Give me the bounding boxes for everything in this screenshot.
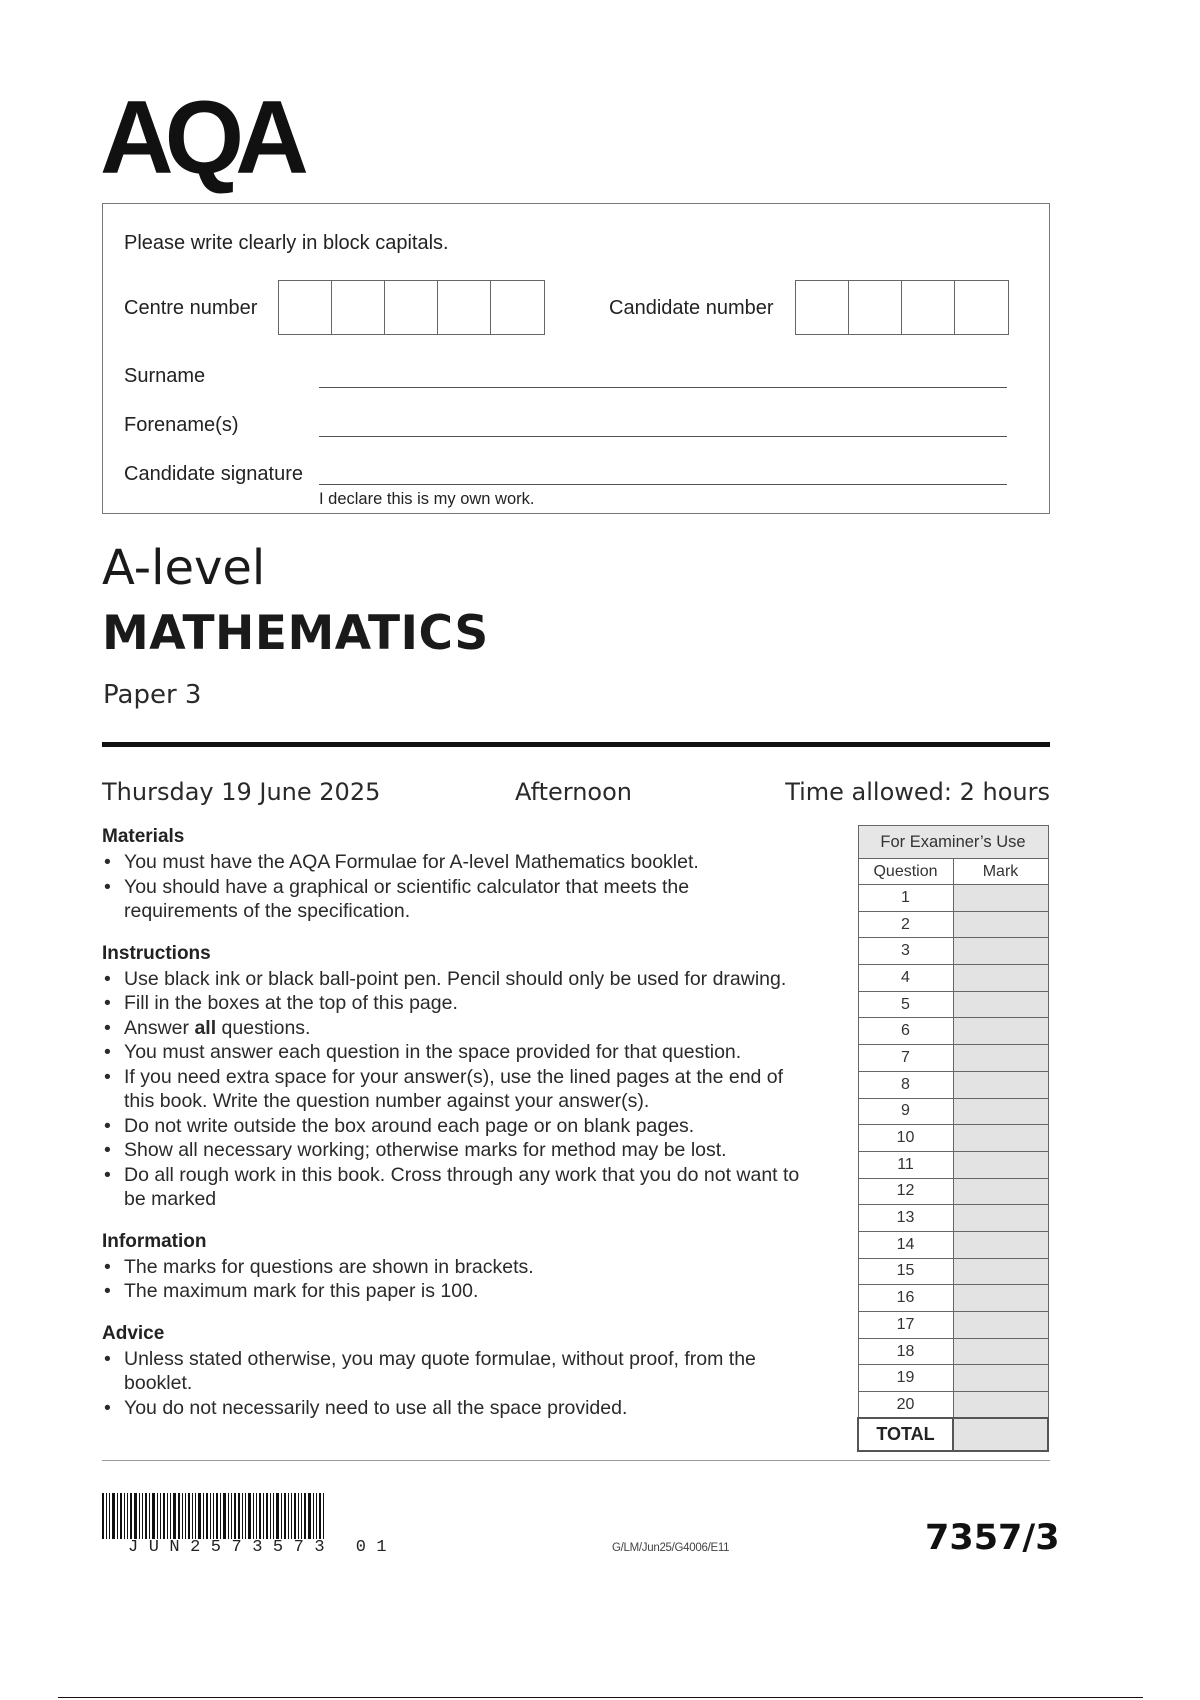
question-number-cell: 13 [858, 1205, 953, 1232]
question-number-cell: 19 [858, 1365, 953, 1392]
centre-number-digit[interactable] [491, 281, 544, 334]
examiner-table-row [858, 1205, 1048, 1232]
candidate-details-box [102, 203, 1050, 514]
examiner-table-title: For Examiner’s Use [858, 826, 1048, 859]
examiner-use-table [857, 825, 1049, 1452]
barcode-bar [139, 1493, 140, 1539]
exam-date: Thursday 19 June 2025 [102, 778, 381, 806]
mark-cell[interactable] [953, 1045, 1048, 1072]
barcode-bar [142, 1493, 143, 1539]
instructions-item: • Do all rough work in this book. Cross through any work that you do not want to be marked [102, 1163, 842, 1212]
question-number-cell: 16 [858, 1285, 953, 1312]
candidate-number-digit[interactable] [796, 281, 849, 334]
mark-cell[interactable] [953, 991, 1048, 1018]
centre-number-label: Centre number [124, 297, 258, 319]
forenames-field[interactable] [319, 436, 1007, 437]
barcode-bar [188, 1493, 190, 1539]
barcode-bar [308, 1493, 311, 1539]
barcode-bar [216, 1493, 218, 1539]
barcode-bar [248, 1493, 251, 1539]
mark-cell[interactable] [953, 965, 1048, 992]
examiner-table-row [858, 991, 1048, 1018]
total-label: TOTAL [858, 1418, 953, 1451]
barcode-bar [304, 1493, 306, 1539]
mark-cell[interactable] [953, 1258, 1048, 1285]
barcode-bar [256, 1493, 257, 1539]
mark-cell[interactable] [953, 1338, 1048, 1365]
mark-cell[interactable] [953, 1365, 1048, 1392]
examiner-table-row [858, 1312, 1048, 1339]
barcode-bar [220, 1493, 221, 1539]
mark-cell[interactable] [953, 1125, 1048, 1152]
instructions-item-emphasis: all [194, 1016, 217, 1039]
question-number-cell: 8 [858, 1071, 953, 1098]
barcode-bar [178, 1493, 180, 1539]
mark-cell[interactable] [953, 1285, 1048, 1312]
mark-cell[interactable] [953, 1151, 1048, 1178]
question-number-cell: 6 [858, 1018, 953, 1045]
barcode-bar [273, 1493, 274, 1539]
mark-cell[interactable] [953, 1205, 1048, 1232]
block-capitals-instruction: Please write clearly in block capitals. [124, 232, 449, 254]
barcode-bar [238, 1493, 240, 1539]
instructions-item: • Fill in the boxes at the top of this page. [102, 991, 842, 1016]
instructions-item [102, 1016, 842, 1041]
question-number-cell: 9 [858, 1098, 953, 1125]
barcode-bar [210, 1493, 211, 1539]
examiner-table-total-row [858, 1418, 1048, 1451]
materials-heading: Materials [102, 826, 185, 847]
barcode-bar [170, 1493, 171, 1539]
barcode-bar [163, 1493, 165, 1539]
information-item: • The marks for questions are shown in brackets. [102, 1255, 842, 1280]
barcode-bar [284, 1493, 286, 1539]
question-column-header: Question [858, 859, 953, 885]
reference-code: G/LM/Jun25/G4006/E11 [612, 1542, 730, 1554]
barcode-bar [145, 1493, 147, 1539]
materials-item: • You should have a graphical or scientific calculator that meets the requirements of the specification. [102, 875, 842, 924]
barcode-bar [288, 1493, 289, 1539]
question-number-cell: 3 [858, 938, 953, 965]
instructions-item-text: questions. [216, 1016, 311, 1039]
total-mark-cell[interactable] [953, 1418, 1048, 1451]
mark-cell[interactable] [953, 1071, 1048, 1098]
barcode-bar [185, 1493, 186, 1539]
barcode-bar [102, 1493, 104, 1539]
mark-cell[interactable] [953, 938, 1048, 965]
barcode-bar [117, 1493, 118, 1539]
question-number-cell: 15 [858, 1258, 953, 1285]
mark-cell[interactable] [953, 1312, 1048, 1339]
question-number-cell: 18 [858, 1338, 953, 1365]
barcode-bar [298, 1493, 299, 1539]
barcode-bar [106, 1493, 107, 1539]
question-number-cell: 12 [858, 1178, 953, 1205]
advice-heading: Advice [102, 1322, 165, 1344]
barcode-bar [173, 1493, 176, 1539]
footer-divider [102, 1460, 1050, 1461]
barcode-bar [301, 1493, 302, 1539]
barcode-bar [206, 1493, 208, 1539]
advice-item: • Unless stated otherwise, you may quote formulae, without proof, from the booklet. [102, 1347, 842, 1396]
instructions-item: • Show all necessary working; otherwise marks for method may be lost. [102, 1138, 842, 1163]
barcode-bar [228, 1493, 229, 1539]
examiner-table-row [858, 1071, 1048, 1098]
mark-cell[interactable] [953, 885, 1048, 912]
signature-label: Candidate signature [124, 463, 304, 485]
barcode-bar [259, 1493, 261, 1539]
barcode-bar [253, 1493, 254, 1539]
question-number-cell: 20 [858, 1392, 953, 1419]
barcode-bar [276, 1493, 279, 1539]
examiner-table-row [858, 1045, 1048, 1072]
centre-number-digit[interactable] [279, 281, 332, 334]
barcode-bar [266, 1493, 268, 1539]
forenames-label: Forename(s) [124, 414, 239, 436]
instructions-item-text: Answer [124, 1016, 195, 1039]
mark-cell[interactable] [953, 1018, 1048, 1045]
barcode-bar [234, 1493, 236, 1539]
instructions-heading: Instructions [102, 942, 211, 964]
barcode-bar [195, 1493, 196, 1539]
mark-cell[interactable] [953, 1231, 1048, 1258]
mark-cell[interactable] [953, 1178, 1048, 1205]
candidate-number-digit[interactable] [902, 281, 955, 334]
barcode-bar [192, 1493, 193, 1539]
barcode-bar [157, 1493, 158, 1539]
mark-cell[interactable] [953, 911, 1048, 938]
barcode-bar [323, 1493, 324, 1539]
barcode-bar [231, 1493, 232, 1539]
information-item: • The maximum mark for this paper is 100. [102, 1279, 842, 1304]
information-heading: Information [102, 1230, 207, 1252]
question-number-cell: 7 [858, 1045, 953, 1072]
subject-title: MATHEMATICS [102, 606, 489, 661]
instructions-item: • You must answer each question in the space provided for that question. [102, 1040, 842, 1065]
time-allowed: Time allowed: 2 hours [785, 778, 1050, 806]
candidate-number-boxes[interactable] [795, 280, 1009, 335]
question-number-cell: 14 [858, 1231, 953, 1258]
examiner-table-row [858, 1338, 1048, 1365]
examiner-table-row [858, 1392, 1048, 1419]
materials-item: • You must have the AQA Formulae for A-level Mathematics booklet. [102, 850, 842, 875]
header-divider [102, 742, 1050, 747]
barcode-bar [281, 1493, 282, 1539]
barcode-bar [203, 1493, 204, 1539]
instructions-item: • If you need extra space for your answer(s), use the lined pages at the end of this book. Write the question number against your answer(s). [102, 1065, 842, 1114]
examiner-table-row [858, 965, 1048, 992]
examiner-table-row [858, 1098, 1048, 1125]
barcode-bar [167, 1493, 168, 1539]
materials-section [102, 826, 842, 924]
barcode-bar [112, 1493, 115, 1539]
exam-instructions [102, 826, 842, 1439]
barcode-bar [319, 1493, 321, 1539]
mark-cell[interactable] [953, 1392, 1048, 1419]
page-bottom-rule [58, 1697, 1143, 1698]
barcode-bar [291, 1493, 292, 1539]
question-number-cell: 10 [858, 1125, 953, 1152]
barcode-bar [198, 1493, 201, 1539]
candidate-number-label: Candidate number [609, 297, 774, 319]
centre-number-digit[interactable] [385, 281, 438, 334]
question-number-cell: 2 [858, 911, 953, 938]
mark-cell[interactable] [953, 1098, 1048, 1125]
barcode-bar [160, 1493, 161, 1539]
advice-item: • You do not necessarily need to use all the space provided. [102, 1396, 842, 1421]
surname-field[interactable] [319, 387, 1007, 388]
barcode-bar [242, 1493, 243, 1539]
question-number-cell: 1 [858, 885, 953, 912]
examiner-table-row [858, 1258, 1048, 1285]
declaration-text: I declare this is my own work. [319, 490, 535, 508]
instructions-item: • Do not write outside the box around each page or on blank pages. [102, 1114, 842, 1139]
candidate-number-digit[interactable] [955, 281, 1008, 334]
examiner-table-row [858, 1125, 1048, 1152]
barcode-bar [263, 1493, 264, 1539]
question-number-cell: 11 [858, 1151, 953, 1178]
surname-label: Surname [124, 365, 206, 387]
barcode-bar [313, 1493, 314, 1539]
examiner-table-row [858, 1365, 1048, 1392]
signature-field[interactable] [319, 484, 1007, 485]
advice-section [102, 1323, 842, 1421]
examiner-table-row [858, 1151, 1048, 1178]
barcode [102, 1493, 458, 1539]
barcode-bar [130, 1493, 132, 1539]
paper-number: Paper 3 [103, 680, 202, 710]
qualification-level: A-level [102, 540, 266, 596]
information-section [102, 1231, 842, 1304]
aqa-logo: AQA [100, 80, 301, 196]
barcode-number: JUN2573573 01 [128, 1538, 398, 1557]
question-number-cell: 5 [858, 991, 953, 1018]
barcode-bar [127, 1493, 128, 1539]
barcode-bar [109, 1493, 110, 1539]
barcode-bar [270, 1493, 271, 1539]
exam-session: Afternoon [515, 778, 632, 806]
barcode-bar [245, 1493, 246, 1539]
candidate-number-digit[interactable] [849, 281, 902, 334]
barcode-bar [223, 1493, 226, 1539]
paper-code: 7357/3 [925, 1518, 1060, 1558]
barcode-bar [124, 1493, 125, 1539]
barcode-bar [213, 1493, 214, 1539]
instructions-section [102, 943, 842, 1212]
barcode-bar [134, 1493, 137, 1539]
examiner-table-row [858, 911, 1048, 938]
barcode-bar [294, 1493, 296, 1539]
barcode-bar [120, 1493, 122, 1539]
centre-number-digit[interactable] [438, 281, 491, 334]
question-number-cell: 17 [858, 1312, 953, 1339]
instructions-item: • Use black ink or black ball-point pen. Pencil should only be used for drawing. [102, 967, 842, 992]
examiner-table-row [858, 1018, 1048, 1045]
examiner-table-row [858, 938, 1048, 965]
question-number-cell: 4 [858, 965, 953, 992]
barcode-bar [182, 1493, 183, 1539]
barcode-bar [316, 1493, 317, 1539]
barcode-bar [149, 1493, 150, 1539]
centre-number-digit[interactable] [332, 281, 385, 334]
examiner-table-row [858, 1285, 1048, 1312]
barcode-bar [152, 1493, 155, 1539]
mark-column-header: Mark [953, 859, 1048, 885]
centre-number-boxes[interactable] [278, 280, 545, 335]
examiner-table-row [858, 1178, 1048, 1205]
examiner-table-row [858, 1231, 1048, 1258]
examiner-table-row [858, 885, 1048, 912]
